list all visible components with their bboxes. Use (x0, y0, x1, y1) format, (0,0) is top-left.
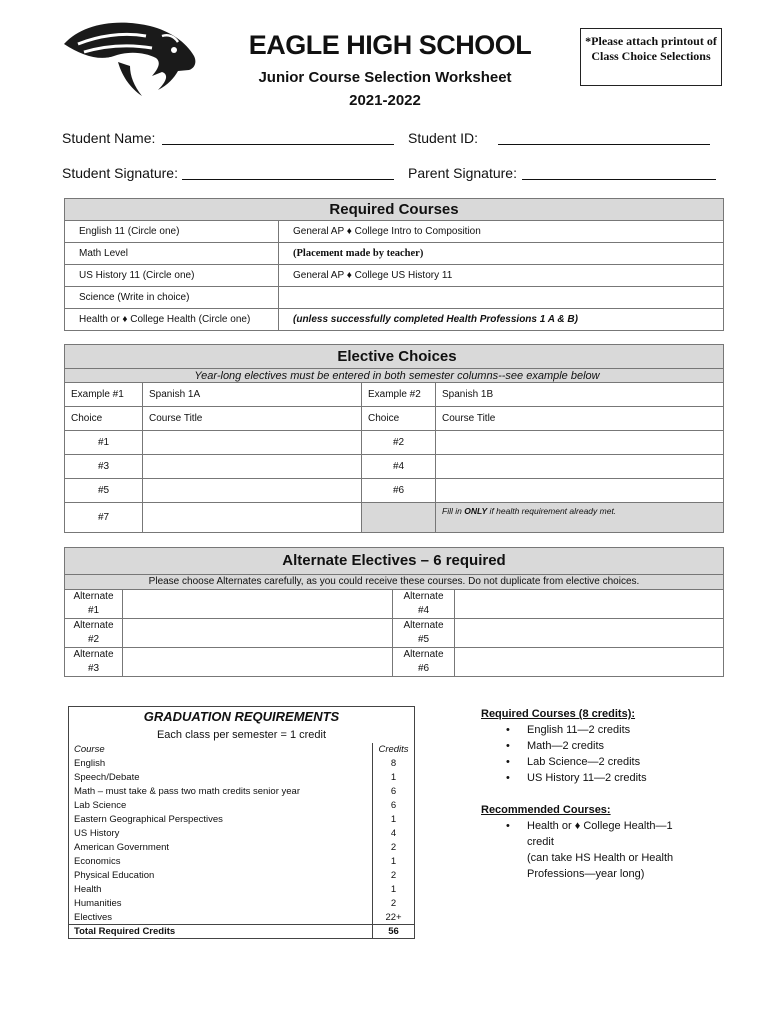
choice-number: #3 (65, 455, 143, 479)
table-row (65, 479, 724, 503)
table-row (69, 743, 415, 757)
table-row (69, 813, 415, 827)
choice-number: #5 (65, 479, 143, 503)
grad-course-name: Physical Education (74, 870, 155, 881)
grad-course-name: American Government (74, 842, 170, 853)
grad-course-credits: 1 (373, 855, 415, 869)
table-row (65, 221, 724, 243)
elective-choices-title: Elective Choices (65, 345, 724, 369)
grad-course-credits: 8 (373, 757, 415, 771)
recommended-courses-title: Recommended Courses: (481, 804, 611, 816)
required-course-options[interactable]: General AP ♦ College Intro to Composition (279, 221, 724, 243)
elective-course-field[interactable] (436, 455, 724, 479)
grad-course-name: Math – must take & pass two math credits senior year (74, 786, 300, 797)
graduation-title: GRADUATION REQUIREMENTS (143, 709, 340, 725)
choice-header: Choice (65, 407, 143, 431)
table-row (65, 431, 724, 455)
grad-course-credits: 2 (373, 869, 415, 883)
list-item: • US History 11—2 credits (481, 770, 647, 786)
required-courses-title: Required Courses (65, 199, 724, 221)
required-course-options[interactable]: General AP ♦ College US History 11 (279, 265, 724, 287)
elective-course-field[interactable] (143, 455, 362, 479)
eagle-logo-icon (58, 16, 200, 100)
elective-choices-table (64, 344, 724, 533)
choice-number: #4 (362, 455, 436, 479)
grad-course-name: Health (74, 884, 102, 895)
alternate-label: Alternate #3 (65, 648, 123, 677)
shaded-cell (362, 503, 436, 533)
grad-course-credits: 22+ (373, 911, 415, 925)
total-credits-value: 56 (373, 925, 415, 939)
alternate-label: Alternate #1 (65, 590, 123, 619)
table-row (69, 771, 415, 785)
example-2-label: Example #2 (362, 383, 436, 407)
list-item: • Health or ♦ College Health—1 credit (can take HS Health or Health Professions—year long) (481, 818, 673, 882)
grad-course-name: Electives (74, 911, 113, 923)
alternate-label: Alternate #6 (393, 648, 455, 677)
table-row (69, 855, 415, 869)
choice-number: #6 (362, 479, 436, 503)
table-row (69, 869, 415, 883)
table-row (65, 383, 724, 407)
recommended-courses-summary (481, 802, 673, 882)
alternate-label: Alternate #4 (393, 590, 455, 619)
grad-course-name: Humanities (74, 898, 122, 909)
alternate-course-field[interactable] (123, 590, 393, 619)
table-row (65, 455, 724, 479)
total-credits-label: Total Required Credits (69, 925, 373, 939)
required-courses-table (64, 198, 724, 331)
alternate-electives-title: Alternate Electives – 6 required (65, 548, 724, 575)
required-course-name: US History 11 (Circle one) (65, 265, 279, 287)
grad-course-credits: 4 (373, 827, 415, 841)
alternate-course-field[interactable] (123, 648, 393, 677)
grad-course-credits: 1 (373, 771, 415, 785)
grad-course-name: Eastern Geographical Perspectives (74, 814, 223, 825)
list-item: • Math—2 credits (481, 738, 647, 754)
alternate-course-field[interactable] (123, 619, 393, 648)
course-title-header: Course Title (436, 407, 724, 431)
table-row (69, 911, 415, 925)
student-signature-label: Student Signature: (62, 165, 178, 181)
parent-signature-label: Parent Signature: (408, 165, 517, 181)
school-title: EAGLE HIGH SCHOOL (248, 30, 532, 60)
graduation-subtitle: Each class per semester = 1 credit (156, 728, 327, 741)
table-row (65, 407, 724, 431)
science-choice-field[interactable] (279, 287, 724, 309)
table-row (69, 925, 415, 939)
required-course-name: Math Level (65, 243, 279, 265)
example-2-value: Spanish 1B (436, 383, 724, 407)
choice-number: #2 (362, 431, 436, 455)
elective-course-field[interactable] (143, 479, 362, 503)
required-credits-summary (481, 706, 647, 786)
required-credits-title: Required Courses (8 credits): (481, 708, 636, 720)
student-id-label: Student ID: (408, 130, 479, 146)
alternate-course-field[interactable] (455, 648, 724, 677)
grad-course-name: English (74, 758, 106, 769)
table-row (65, 309, 724, 331)
grad-course-name: Speech/Debate (74, 772, 140, 783)
choice-number: #7 (65, 503, 143, 533)
choice-number: #1 (65, 431, 143, 455)
required-course-name: Health or ♦ College Health (Circle one) (65, 309, 279, 331)
example-1-value: Spanish 1A (143, 383, 362, 407)
grad-course-credits: 2 (373, 897, 415, 911)
required-course-name: English 11 (Circle one) (65, 221, 279, 243)
table-row (69, 841, 415, 855)
table-row (65, 265, 724, 287)
worksheet-subtitle: Junior Course Selection Worksheet (258, 69, 512, 86)
graduation-requirements-table (68, 706, 415, 939)
alternate-label: Alternate #5 (393, 619, 455, 648)
alternate-course-field[interactable] (455, 590, 724, 619)
grad-course-credits: 1 (373, 883, 415, 897)
elective-course-field[interactable] (436, 479, 724, 503)
table-row (69, 827, 415, 841)
course-column-header: Course (74, 744, 105, 755)
elective-course-field[interactable] (143, 431, 362, 455)
grad-course-credits: 6 (373, 799, 415, 813)
table-row (69, 785, 415, 799)
table-row (65, 287, 724, 309)
table-row (69, 883, 415, 897)
table-row (69, 799, 415, 813)
choice-header: Choice (362, 407, 436, 431)
attach-note: *Please attach printout of Class Choice Selections (580, 28, 722, 86)
credits-column-header: Credits (373, 743, 415, 757)
elective-choices-subtitle: Year-long electives must be entered in both semester columns--see example below (65, 369, 724, 383)
student-id-field[interactable] (498, 144, 710, 145)
alternate-electives-table (64, 547, 724, 677)
grad-course-name: US History (74, 828, 120, 839)
grad-course-credits: 6 (373, 785, 415, 799)
required-course-name: Science (Write in choice) (65, 287, 279, 309)
table-row (69, 897, 415, 911)
grad-course-credits: 1 (373, 813, 415, 827)
elective-course-field[interactable] (436, 431, 724, 455)
example-1-label: Example #1 (65, 383, 143, 407)
table-row (65, 619, 724, 648)
student-name-label: Student Name: (62, 130, 156, 146)
table-row (69, 757, 415, 771)
school-year: 2021-2022 (349, 92, 421, 109)
required-course-options[interactable]: (unless successfully completed Health Professions 1 A & B) (279, 309, 724, 331)
table-row (65, 243, 724, 265)
grad-course-name: Lab Science (74, 800, 127, 811)
alternate-course-field[interactable] (455, 619, 724, 648)
parent-signature-field[interactable] (522, 179, 716, 180)
alternate-note: Please choose Alternates carefully, as you could receive these courses. Do not duplicate from elective choices. (65, 575, 724, 590)
course-title-header: Course Title (143, 407, 362, 431)
grad-course-credits: 2 (373, 841, 415, 855)
required-course-options: (Placement made by teacher) (279, 243, 724, 265)
table-row (65, 648, 724, 677)
table-row (65, 590, 724, 619)
grad-course-name: Economics (74, 856, 121, 867)
alternate-label: Alternate #2 (65, 619, 123, 648)
student-signature-field[interactable] (182, 179, 394, 180)
list-item: • Lab Science—2 credits (481, 754, 647, 770)
elective-course-field[interactable] (143, 503, 362, 533)
health-fill-note: Fill in ONLY if health requirement already met. (436, 503, 724, 533)
list-item: • English 11—2 credits (481, 722, 647, 738)
table-row (65, 503, 724, 533)
student-name-field[interactable] (162, 144, 394, 145)
